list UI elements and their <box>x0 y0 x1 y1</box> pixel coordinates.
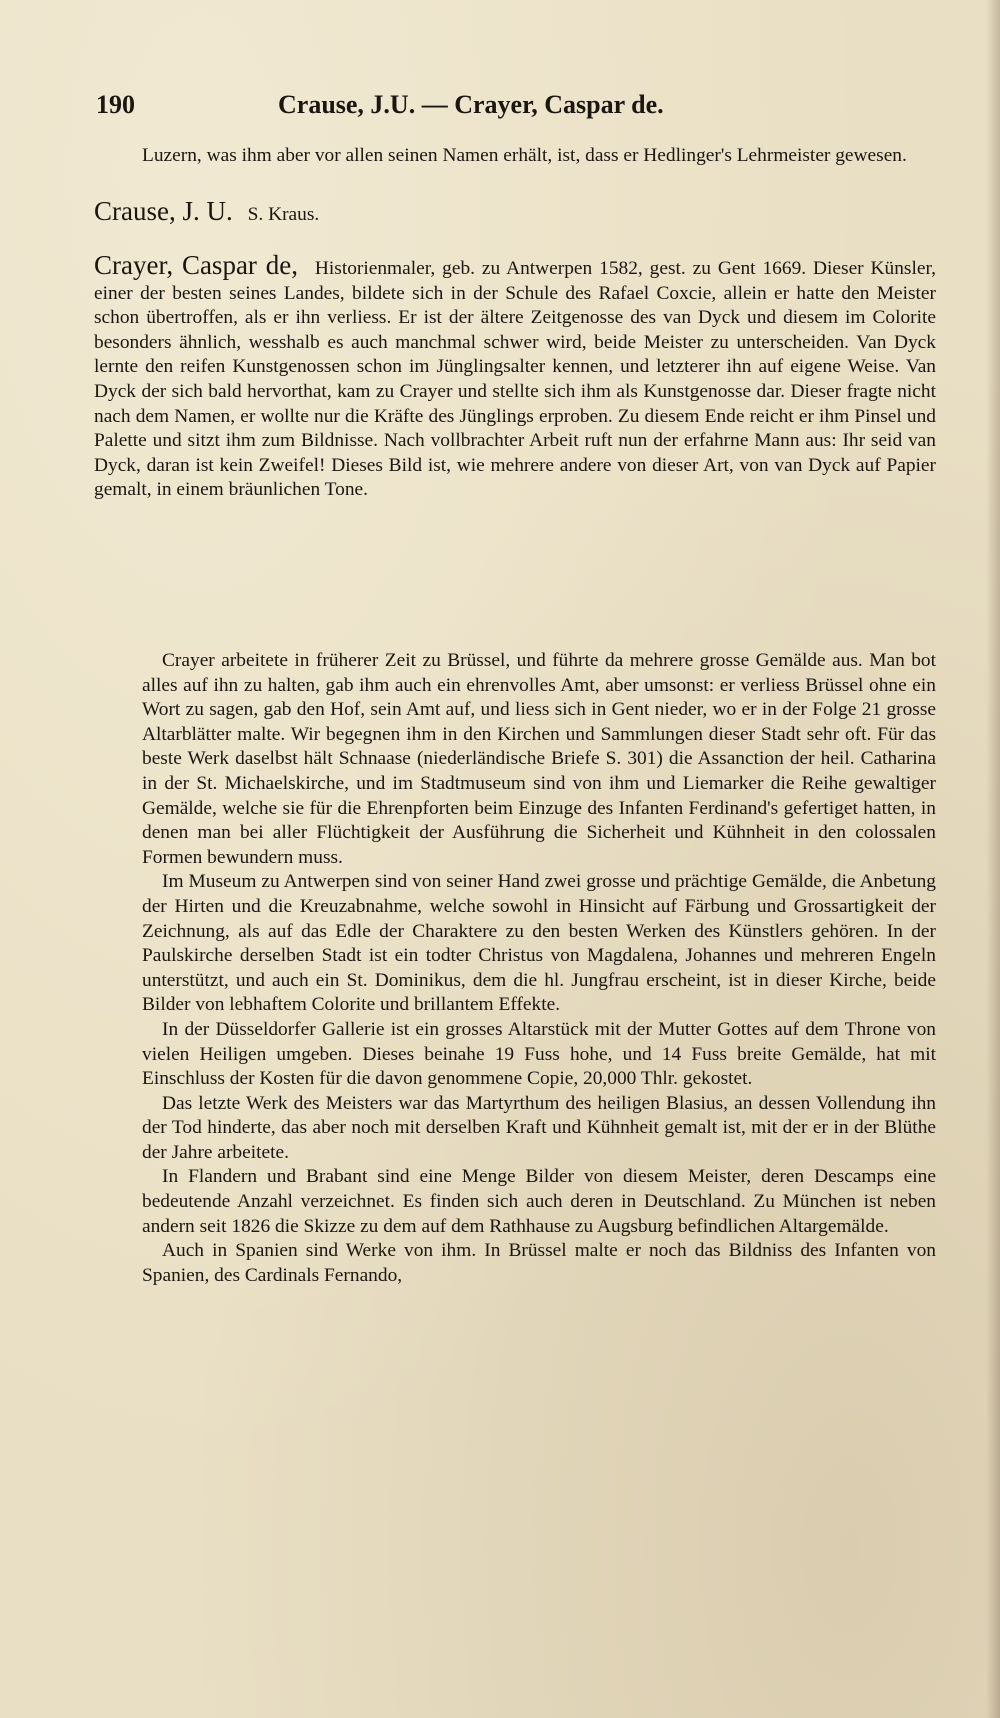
entry-body <box>142 649 936 1288</box>
entry-crause <box>94 198 936 228</box>
page-edge-shadow <box>986 0 1000 1718</box>
page-number: 190 <box>96 90 135 119</box>
body-paragraph: Auch in Spanien sind Werke von ihm. In Brüssel malte er noch das Bildniss des Infanten von Spanien, des Cardinals Fernando, <box>142 1240 936 1286</box>
entry-headword: Crause, J. U. <box>94 196 233 226</box>
body-paragraph: In der Düsseldorfer Gallerie ist ein grosses Altarstück mit der Mutter Gottes auf dem Throne von vielen Heiligen umgeben. Dieses beinahe 19 Fuss hohe, und 14 Fuss breite Gemälde, hat mit Einschluss der Kosten für die davon genommene Copie, 20,000 Thlr. gekostet. <box>142 1018 936 1090</box>
running-head <box>96 90 896 130</box>
body-paragraph: Im Museum zu Antwerpen sind von seiner Hand zwei grosse und prächtige Gemälde, die Anbetung der Hirten und die Kreuzabnahme, welche sowohl in Hinsicht auf Färbung und Grossartigkeit der Zeichnung, als auf das Edle der Charaktere zu den besten Werken des Künstlers gehören. In der Paulskirche derselben Stadt ist ein todter Christus von Magdalena, Johannes und mehreren Engeln unterstützt, und auch ein St. Dominikus, dem die hl. Jungfrau erscheint, ist in dieser Kirche, beide Bilder von lebhaftem Colorite und brillantem Effekte. <box>142 871 936 1016</box>
body-paragraph: Das letzte Werk des Meisters war das Martyrthum des heiligen Blasius, an dessen Vollendung ihn der Tod hinderte, das aber noch mit derselben Kraft und Kühnheit gemalt ist, mit der er in der Blüthe der Jahre arbeitete. <box>142 1092 936 1163</box>
entry-text: S. Kraus. <box>247 204 320 225</box>
body-paragraph: In Flandern und Brabant sind eine Menge Bilder von diesem Meister, deren Descamps eine bedeutende Anzahl verzeichnet. Es finden sich auch deren in Deutschland. Zu München ist neben andern seit 1826 die Skizze zu dem auf dem Rathhause zu Augsburg befindlichen Altargemälde. <box>142 1166 936 1237</box>
entry-text: Historienmaler, geb. zu Antwerpen 1582, gest. zu Gent 1669. Dieser Künsler, einer der besten seines Landes, bildete sich in der Schule des Rafael Coxcie, allein er hatte den Meister schon übertroffen, als er ihn verliess. Er ist der ältere Zeitgenosse des van Dyck und diesem im Colorite besonders ähnlich, wesshalb es auch manchmal schwer wird, beide Meister zu unterscheiden. Van Dyck lernte den reifen Kunstgenossen schon im Jünglingsalter kennen, und letzterer ihn auf eigene Weise. Van Dyck der sich bald hervorthat, kam zu Crayer und stellte sich ihm als Kunstgenosse dar. Dieser fragte nicht nach dem Namen, er wollte nur die Kräfte des Jünglings erproben. Zu diesem Ende reicht er ihm Pinsel und Palette und sitzt ihm zum Bildnisse. Nach vollbrachter Arbeit ruft nun der erfahrne Mann aus: Ihr seid van Dyck, daran ist kein Zweifel! Dieses Bild ist, wie mehrere andere von dieser Art, von van Dyck auf Papier gemalt, in einem bräunlichen Tone. <box>94 258 936 501</box>
continuation-text <box>142 144 936 169</box>
entry-crayer <box>94 252 936 503</box>
entry-headword: Crayer, Caspar de, <box>94 250 298 280</box>
running-head-title: Crause, J.U. — Crayer, Caspar de. <box>278 90 664 119</box>
continuation-paragraph: Luzern, was ihm aber vor allen seinen Namen erhält, ist, dass er Hedlinger's Lehrmeister gewesen. <box>142 145 907 166</box>
body-paragraph: Crayer arbeitete in früherer Zeit zu Brüssel, und führte da mehrere grosse Gemälde aus. Man bot alles auf ihn zu halten, gab ihm auch ein ehrenvolles Amt, aber umsonst: er verliess Brüssel ohne ein Wort zu sagen, gab den Hof, sein Amt auf, und liess sich in Gent nieder, wo er in der Folge 21 grosse Altarblätter malte. Wir begegnen ihm in den Kirchen und Sammlungen dieser Stadt sehr oft. Für das beste Werk daselbst hält Schnaase (niederländische Briefe S. 301) die Assanction der heil. Catharina in der St. Michaelskirche, und im Stadtmuseum sind von ihm und Liemarker die Reihe gewaltiger Gemälde, welche sie für die Ehrenpforten beim Einzuge des Infanten Ferdinand's gefertiget hatten, in denen man bei aller Flüchtigkeit der Ausführung die Sicherheit und Kühnheit in den colossalen Formen bewundern muss. <box>142 650 936 868</box>
